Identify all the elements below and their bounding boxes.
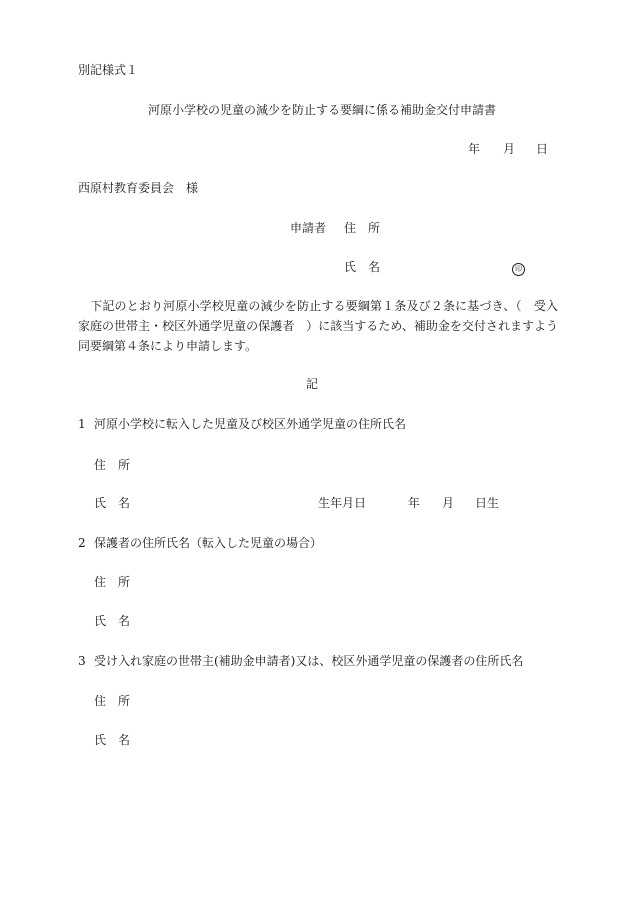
section-2-heading: 保護者の住所氏名（転入した児童の場合） <box>94 536 323 550</box>
section-2-name-label: 氏 名 <box>94 614 131 628</box>
section-3-heading: 受け入れ家庭の世帯主(補助金申請者)又は、校区外通学児童の保護者の住所氏名 <box>94 654 524 668</box>
section-1-heading: 河原小学校に転入した児童及び校区外通学児童の住所氏名 <box>94 417 407 431</box>
section-2-address-label: 住 所 <box>94 575 131 589</box>
addressee: 西原村教育委員会 様 <box>78 181 199 195</box>
section-1-birth-day: 日生 <box>475 496 500 510</box>
applicant-name-label: 氏 名 <box>344 260 381 274</box>
form-number: 別記様式１ <box>78 63 139 77</box>
section-1-address-label: 住 所 <box>94 458 131 472</box>
section-1-birth-year: 年 <box>408 496 421 510</box>
section-2-number: 2 <box>78 536 86 550</box>
body-paragraph: 下記のとおり河原小学校児童の減少を防止する要綱第１条及び２条に基づき、（ 受入家庭の世帯主・校区外通学児童の保護者 ）に該当するため、補助金を交付されますよう同要綱第４条により申請します。 <box>78 299 558 353</box>
section-1-name-label: 氏 名 <box>94 496 131 510</box>
date-day-label: 日 <box>536 142 549 156</box>
section-1-number: 1 <box>78 417 86 431</box>
section-3-address-label: 住 所 <box>94 694 131 708</box>
date-month-label: 月 <box>503 142 516 156</box>
applicant-label: 申請者 <box>290 221 327 235</box>
seal-icon: 印 <box>512 263 525 276</box>
date-year-label: 年 <box>468 142 481 156</box>
seal-mark <box>512 261 525 276</box>
document-title: 河原小学校の児童の減少を防止する要綱に係る補助金交付申請書 <box>148 103 497 117</box>
applicant-address-label: 住 所 <box>344 221 381 235</box>
section-3-name-label: 氏 名 <box>94 733 131 747</box>
section-1-birth-month: 月 <box>442 496 455 510</box>
ki-heading: 記 <box>306 377 319 391</box>
section-3-number: 3 <box>78 654 86 668</box>
section-1-birth-label: 生年月日 <box>318 496 367 510</box>
